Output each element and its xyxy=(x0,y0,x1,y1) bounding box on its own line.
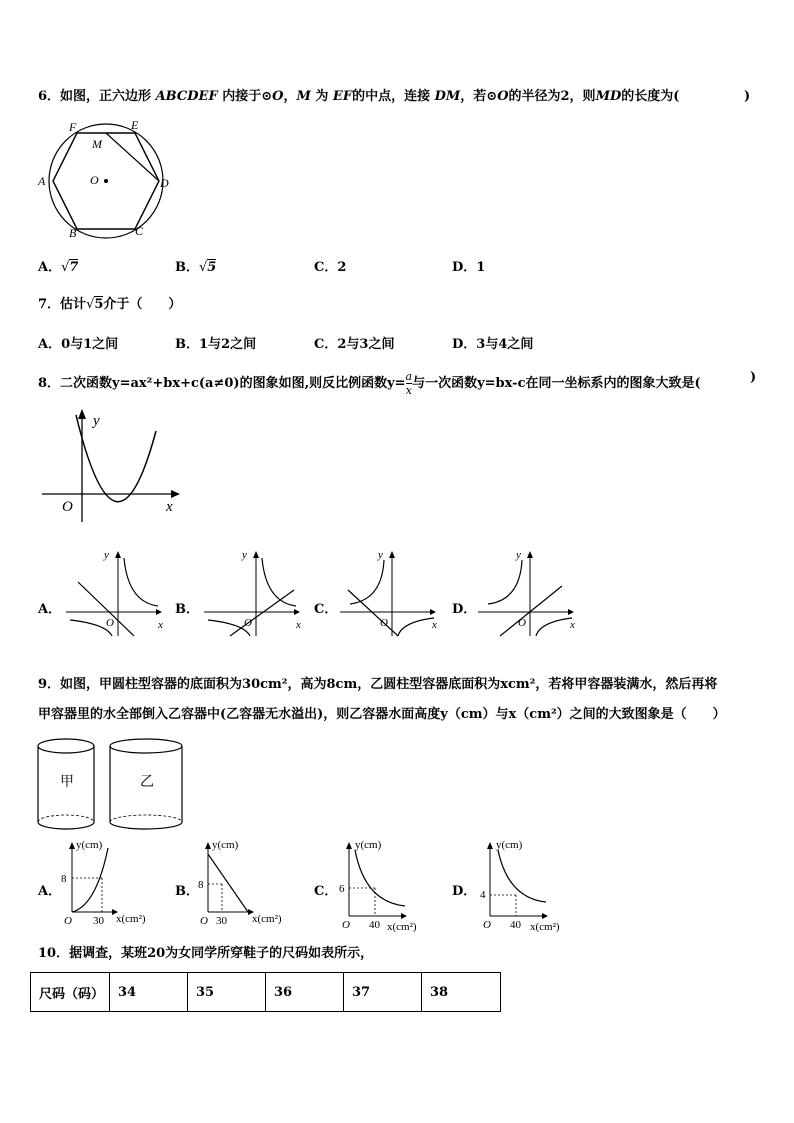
q8-graph-d xyxy=(476,546,586,638)
label-O: O xyxy=(90,173,99,187)
q6-stem: 6．如图，正六边形 ABCDEF 内接于⊙O，M 为 EF的中点，连接 DM，若⊙O的半径为2，则MD的长度为( xyxy=(38,89,680,104)
svg-text:y: y xyxy=(104,549,109,561)
q8-graph-c xyxy=(338,546,448,638)
svg-text:y: y xyxy=(378,549,383,561)
q8-origin: O xyxy=(62,499,73,515)
q8-axis-x: x xyxy=(166,499,173,515)
q7-option-c[interactable]: C．2与3之间 xyxy=(314,337,395,352)
q7-option-b[interactable]: B．1与2之间 xyxy=(175,337,257,352)
q9-stem-line1: 9．如图，甲圆柱型容器的底面积为30cm²，高为8cm，乙圆柱型容器底面积为xcm²，若将甲容器装满水，然后再将 xyxy=(38,677,718,692)
q9-option-b[interactable]: B． xyxy=(175,884,199,899)
q7-option-d[interactable]: D．3与4之间 xyxy=(452,337,534,352)
table-cell: 34 xyxy=(110,973,188,1012)
svg-text:y(cm): y(cm) xyxy=(76,839,103,851)
svg-text:8: 8 xyxy=(198,879,204,891)
q9-cylinders xyxy=(36,736,186,832)
svg-text:y: y xyxy=(242,549,247,561)
svg-text:O: O xyxy=(518,617,526,629)
svg-text:4: 4 xyxy=(480,889,486,901)
label-B: B xyxy=(69,226,77,240)
q8-graph-a xyxy=(64,546,174,638)
table-cell: 36 xyxy=(266,973,344,1012)
q8-close-paren: ) xyxy=(750,370,757,385)
svg-text:6: 6 xyxy=(339,883,345,895)
q6-option-d[interactable]: D．1 xyxy=(452,260,486,275)
q9-option-c[interactable]: C． xyxy=(314,884,338,899)
svg-text:8: 8 xyxy=(61,873,67,885)
shoe-size-table xyxy=(30,972,501,1012)
q8-option-d[interactable]: D． xyxy=(452,602,477,617)
svg-text:O: O xyxy=(380,617,388,629)
q9-graph-d xyxy=(474,836,584,932)
svg-text:x(cm²): x(cm²) xyxy=(387,921,417,932)
svg-text:x: x xyxy=(158,619,163,631)
q6-close-paren: ) xyxy=(744,89,751,104)
q9-option-d[interactable]: D． xyxy=(452,884,477,899)
table-cell: 38 xyxy=(422,973,501,1012)
q9-graph-c xyxy=(333,836,443,932)
table-row xyxy=(31,973,501,1012)
svg-text:30: 30 xyxy=(93,915,104,927)
svg-text:30: 30 xyxy=(216,915,227,927)
svg-text:O: O xyxy=(106,617,114,629)
q9-graph-a xyxy=(56,836,166,932)
svg-text:x: x xyxy=(296,619,301,631)
table-cell: 35 xyxy=(188,973,266,1012)
svg-text:O: O xyxy=(64,915,72,927)
q8-stem: 8．二次函数y=ax²+bx+c(a≠0)的图象如图,则反比例函数y= $\frac{a}{x}$ 与一次函数y=bx-c在同一坐标系内的图象大致是( xyxy=(38,370,701,397)
svg-text:40: 40 xyxy=(510,919,521,931)
svg-text:O: O xyxy=(483,919,491,931)
label-C: C xyxy=(135,224,144,238)
svg-text:y(cm): y(cm) xyxy=(496,839,523,851)
svg-text:O: O xyxy=(200,915,208,927)
cyl-yi: 乙 xyxy=(140,775,154,790)
svg-text:O: O xyxy=(244,617,252,629)
q9-stem-line2: 甲容器里的水全部倒入乙容器中(乙容器无水溢出)，则乙容器水面高度y（cm）与x（cm²）之间的大致图象是（ ） xyxy=(38,707,726,722)
q6-hexagon-figure xyxy=(34,116,184,242)
q6-option-b[interactable]: B．√5 xyxy=(175,260,217,275)
label-A: A xyxy=(38,174,46,188)
q6-option-c[interactable]: C．2 xyxy=(314,260,347,275)
q6-option-a[interactable]: A．√7 xyxy=(38,260,79,275)
svg-text:y: y xyxy=(516,549,521,561)
svg-text:x: x xyxy=(570,619,575,631)
q8-option-c[interactable]: C． xyxy=(314,602,338,617)
q10-stem: 10．据调查，某班20为女同学所穿鞋子的尺码如表所示， xyxy=(38,946,374,961)
q8-axis-y: y xyxy=(93,413,100,429)
label-D: D xyxy=(160,176,169,190)
svg-text:x: x xyxy=(432,619,437,631)
q8-option-b[interactable]: B． xyxy=(175,602,199,617)
svg-text:y(cm): y(cm) xyxy=(212,839,239,851)
table-cell: 37 xyxy=(344,973,422,1012)
q8-parabola-graph xyxy=(38,405,188,523)
svg-text:O: O xyxy=(342,919,350,931)
q7-option-a[interactable]: A．0与1之间 xyxy=(38,337,119,352)
q9-graph-b xyxy=(192,836,302,932)
table-header-cell: 尺码（码） xyxy=(31,973,110,1012)
svg-text:x(cm²): x(cm²) xyxy=(116,913,146,925)
label-F: F xyxy=(69,120,77,134)
svg-text:x(cm²): x(cm²) xyxy=(530,921,560,932)
q8-graph-b xyxy=(202,546,312,638)
cyl-jia: 甲 xyxy=(60,775,74,790)
q8-fraction: $\frac{a}{x}$ xyxy=(405,370,413,397)
q7-stem: 7．估计√5介于（ ） xyxy=(38,297,182,312)
q9-option-a[interactable]: A． xyxy=(38,884,62,899)
svg-text:40: 40 xyxy=(369,919,380,931)
svg-text:y(cm): y(cm) xyxy=(355,839,382,851)
svg-text:x(cm²): x(cm²) xyxy=(252,913,282,925)
label-M: M xyxy=(92,137,102,151)
label-E: E xyxy=(131,118,139,132)
q8-option-a[interactable]: A． xyxy=(38,602,62,617)
